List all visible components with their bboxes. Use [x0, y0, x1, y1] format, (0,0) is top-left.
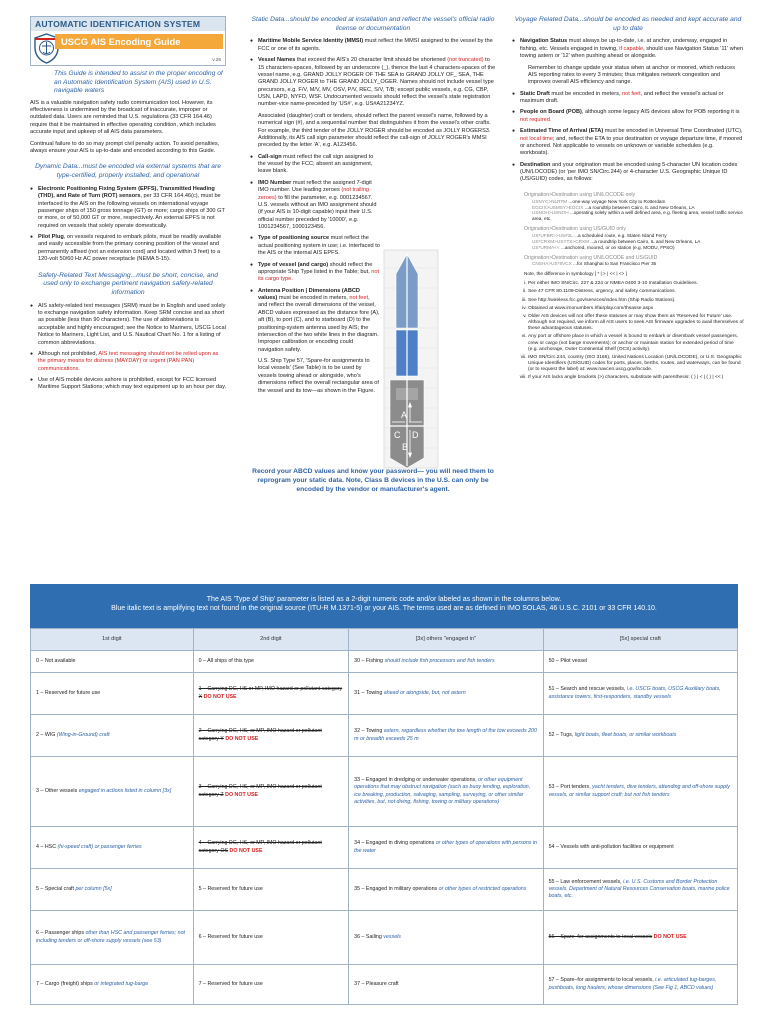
table-header-row: [31, 629, 738, 651]
column-static-data: [250, 16, 496, 493]
ship-type-table-section: [30, 584, 738, 1005]
table-cell: 2 – Carrying DG, HS, or MP, IMO hazard or pollutant category Y DO NOT USE: [193, 715, 349, 757]
table-cell: 57 – Spare–for assignments to local vessels, i.e. articulated tug-barges, pushboats, long haulers, whose dimensions (See Fig 1, ABCD values): [543, 965, 737, 1005]
table-cell: 31 – Towing ahead or alongside, but, not astern: [349, 673, 543, 715]
epfs-item: ● Electronic Positioning Fixing System (EPFS), Transmitted Heading (THD), and Rate of Turn (ROT) sensors, per 33 CFR 164.46(c), must be interfaced to the AIS on the following vessels on international voyage passenger ships of 150 gross tonnage (GT) or more; cargo ships of 300 GT or more, or of 50,000 GT or more, respectively. An external EPFS is not required on vessels that solely operate domestically.: [30, 186, 226, 230]
table-row: [31, 869, 738, 911]
table-cell: 4 – HSC (hi-speed craft) or passenger ferries: [31, 827, 194, 869]
record-abcd-note: Record your ABCD values and know your password— you will need them to reprogram your static data. Note, Class B devices in the U.S. can only be encoded by the vendor or manufacturer's agent.: [252, 468, 494, 493]
table-cell: 52 – Tugs, light boats, fleet boats, or similar workboats: [543, 715, 737, 757]
table-cell: 34 – Engaged in diving operations or other types of operations with persons in the water: [349, 827, 543, 869]
intro-paragraph-1: AIS is a valuable navigation safety radio communication tool. However, its effectiveness is undermined by the broadcast of inaccurate, improper or outdated data. Users are reminded that U.S. regulations (33 CFR 164.46) require that it be maintained in effective operating condition, which includes accurate input and upkeep of all AIS data parameters.: [30, 99, 216, 136]
table-cell: 1 – Reserved for future use: [31, 673, 194, 715]
origin-example-row: US*UFBR>>US#2L ...a scheduled route, e.g. Staten Island Ferry: [532, 233, 667, 238]
footnote: viii. If your AIS lacks angle brackets (>) characters, substitute with parenthesis: ( ) | < | ( ) | << |: [528, 375, 744, 381]
table-row: [31, 757, 738, 827]
abcd-dimension-diagram: [380, 248, 442, 470]
table-cell: 3 – Carrying DG, HS, or MP, IMO hazard or pollutant category Z DO NOT USE: [193, 757, 349, 827]
table-cell: 56 – Spare–for assignments to local vessels DO NOT USE: [543, 911, 737, 965]
footnote: v. Older AIS devices will not offer these statuses or may show them as 'Reserved for Future' use. Although not required, we inform all AIS users to seek AIS firmware upgrades to avail themselves of these advantageous statuses.: [528, 314, 744, 333]
table-cell: 7 – Reserved for future use: [193, 965, 349, 1005]
nav-status-reminder: Remember to change update your status when at anchor or moored, which reduces AIS reporting rates to every 3 minutes; thus mitigates network congestion and improves overall AIS efficiency and range.: [528, 64, 736, 86]
table-cell: 50 – Pilot vessel: [543, 651, 737, 673]
table-cell: 6 – Reserved for future use: [193, 911, 349, 965]
footnote: vii. IMO SN/Circ.244, country (ISO 3166), United Nations Location (UN/LOCODE), or U.S. Geographic Unique Identifiers (US/GUID) codes for ports, places, berths, routes, and waterways, can be found (or to request the label) at: www.navcen.uscg.gov/locode.: [528, 355, 744, 374]
mmsi-item: ● Maritime Mobile Service Identity (MMSI) must reflect the MMSI assigned to the vessel by the FCC or one of its agents.: [250, 38, 496, 53]
table-cell: 36 – Sailing vessels: [349, 911, 543, 965]
nav-status-item: ● Navigation Status must always be up-to-date, i.e. at anchor, underway, engaged in fishing, etc. Vessels engaged in towing, if capable, should use Navigation Status '11' when towing astern or '12' when pushing ahead or alongside.: [512, 38, 744, 60]
symbology-note: Note, the difference in symbology [ * | > | << | <> ]: [524, 271, 627, 277]
srm-header: Safety-Related Text Messaging...must be short, concise, and used only to exchange pertinent navigation safety-related information: [37, 271, 219, 296]
table-subtitle: Blue italic text is amplifying text not found in the original source (ITU-R M.1371-5) or your AIS. The terms used are as defined in IMO SOLAS, 46 U.S.C. 2101 or 33 CFR 140.10.: [111, 605, 657, 613]
table-cell: 4 – Carrying DG, HS, or MP, IMO hazard or pollutant category OS DO NOT USE: [193, 827, 349, 869]
footnote: vi. Any port or offshore place in which a vessel is bound to embark or disembark vessel passengers, crew or cargo (not barge movements); or anchor or maintain station for extended period of time (e.g. anchorage, Outer Continental Shelf (OCS) activity).: [528, 334, 744, 353]
column-intro: [30, 70, 226, 396]
table-heading: [30, 584, 738, 628]
table-cell: 54 – Vessels with anti-pollution facilities or equipment: [543, 827, 737, 869]
footnote: ii. See 47 CFR 80.1109-Distress, urgency, and safety communications.: [528, 289, 744, 295]
table-cell: 37 – Pleasure craft: [349, 965, 543, 1005]
table-cell: 1 – Carrying DG, HS or MP, IMO hazard or pollutant category X DO NOT USE: [193, 673, 349, 715]
origin-example-row: US*CRXM>USYTS>CRXM ...a roundtrip between Cairo, IL and New Orleans, LA: [532, 238, 701, 244]
column-header: [5x] special craft: [543, 629, 737, 651]
origin-example-row: US*URMA<< ...anchored, moored, or on station (e.g. MODU, FPSO): [532, 244, 675, 250]
origin-destination-examples: [524, 192, 744, 277]
origin-example-row: CNSHA>US*8VCX ...for Shanghai to San Francisco Pier 35: [532, 261, 657, 267]
column-header: 1st digit: [31, 629, 194, 651]
ship-type-table: [30, 628, 738, 1005]
positioning-source-item: ● Type of positioning source must reflect the actual positioning system in use; i.e. interfaced to the AIS or the internal AIS EPFS.: [250, 235, 380, 257]
antenna-position-item: ● Antenna Position | Dimensions (ABCD values) must be encoded in meters, not feet, and reflect the overall dimensions of the vessel, ABCD values expressed as the distance fore (A), aft (B), to port (C), and to starboard (D) to the positioning-system antenna used by AIS; the intersection of the two white lines in the diagram. Improper calibration or encoding could navigation safety.: [250, 288, 380, 354]
voyage-data-header: Voyage Related Data...should be encoded as needed and kept accurate and up to date: [514, 16, 742, 32]
mobile-devices-item: ● Use of AIS mobile devices ashore is prohibited, except for FCC licensed Maritime Support Stations; which may text equipment up to an hour per day.: [30, 377, 226, 392]
origin-example-row: USNYC>NLRTM ...one-way voyage New York City to Rotterdam: [532, 198, 666, 204]
table-cell: 3 – Other vessels engaged in actions listed in column [3x]: [31, 757, 194, 827]
table-cell: 33 – Engaged in dredging or underwater operations, or other equipment operations that may obstruct navigation (such as buoy tending, exploration, ice breaking, production, salvaging, sampling, surveying, or other similar activities, but, not diving, fishing, towing or military operations): [349, 757, 543, 827]
table-cell: 7 – Cargo (freight) ships or integrated tug-barge: [31, 965, 194, 1005]
table-row: [31, 715, 738, 757]
srm-prohibited-item: ● Although not prohibited, AIS text messaging should not be relied upon as the primary means for distress (MAYDAY) or urgent (PAN PAN) communications.: [30, 351, 226, 373]
table-title: The AIS 'Type of Ship' parameter is listed as a 2-digit numeric code and/or labeled as shown in the columns below.: [206, 596, 562, 603]
table-cell: 32 – Towing astern, regardless whether the tow length of the tow exceeds 200 m or breadth exceeds 25 m: [349, 715, 543, 757]
table-cell: 2 – WIG (Wing-in-Ground) craft: [31, 715, 194, 757]
guide-intro: This Guide is intended to assist in the proper encoding of an Automatic Identification System (AIS) used in U.S. navigable waters: [54, 70, 223, 95]
origin-heading-usguid: Origination>Destination using US/GUID only: [524, 226, 626, 233]
version-label: v.25: [212, 57, 221, 63]
column-header: [3x] others "engaged in": [349, 629, 543, 651]
footnote: iv. Obtained at www.imonumbers.lrfairplay.com/Ihsasse.aspx: [528, 306, 744, 312]
dynamic-data-header: Dynamic Data...must be encoded via external systems that are type-certified, properly installed, and operational: [35, 163, 221, 180]
associated-craft-text: Associated (daughter) craft or tenders, should reflect the parent vessel's name, followed by a numerical sign (#), and a sequential number that distinguishes it from the vessel's other crafts. For example, the third tender of the JOLLY ROGER should be encoded as JOLLY ROGERS3. Additionally, its AIS call sign parameter should reflect the call-sign of JOLLY ROGER's MMSI preceded by the letter 'A', e.g. A123456.: [258, 112, 491, 149]
table-cell: 5 – Special craft per column [5x]: [31, 869, 194, 911]
table-cell: 53 – Port tenders, yacht tenders, dive tenders, attending and off-shore supply vessels, or similar support craft; but not fish tenders: [543, 757, 737, 827]
system-title: AUTOMATIC IDENTIFICATION SYSTEM: [31, 17, 225, 31]
origin-example-row: EGCIX>USMSY>EGCIX ...a roundtrip between Cairo, IL and New Orleans, LA: [532, 204, 695, 210]
column-header: 2nd digit: [193, 629, 349, 651]
imo-number-item: ● IMO Number must reflect the assigned 7-digit IMO number. Use leading zeroes (not trailing zeroes) to fill the parameter, e.g. 0001234567. U.S. vessels without an IMO assignment should (if your AIS is 10-digit capable) input their U.S. official number preceded by '10000', e.g. 1001234567, 1000123456.: [250, 180, 380, 232]
table-cell: 6 – Passenger ships other than HSC and passenger ferries; not including tenders or off-shore supply vessels (see 53): [31, 911, 194, 965]
table-row: [31, 965, 738, 1005]
static-data-header: Static Data...should be encoded at installation and reflect the vessel's official radio license or documentation: [251, 16, 495, 32]
pob-item: ● People on Board (POB), although some legacy AIS devices allow for POB reporting it is not required.: [512, 109, 744, 124]
table-cell: 35 – Engaged in military operations or other types of restricted operations: [349, 869, 543, 911]
table-cell: 0 – All ships of this type: [193, 651, 349, 673]
table-row: [31, 827, 738, 869]
call-sign-item: ● Call-sign must reflect the call sign assigned to the vessel by the FCC; absent an assignment, leave blank.: [250, 154, 380, 176]
table-cell: 0 – Not available: [31, 651, 194, 673]
static-draft-item: ● Static Draft must be encoded in meters, not feet, and reflect the vessel's actual or maximum draft.: [512, 91, 744, 106]
table-cell: 55 – Law enforcement vessels, i.e. U.S. Customs and Border Protection vessels, Department of Natural Resources Conservation boats, marine police boats, etc.: [543, 869, 737, 911]
dimension-c-label: C: [394, 430, 401, 440]
table-row: [31, 673, 738, 715]
origin-heading-combined: Origination>Destination using UN/LOCODE and US/GUID: [524, 254, 658, 261]
destination-item: ● Destination and your origination must be encoded using 5-character UN location codes (UN/LOCODE) (or 'per IMO SN/Circ.244) or 4-character U.S. Geographic Unique ID (US/GUID) codes, as follows:: [512, 162, 744, 184]
origin-heading-unlocode: Origination>Destination using UN/LOCODE only: [524, 191, 636, 198]
table-cell: 51 – Search and rescue vessels, i.e. USCG boats, USCG Auxiliary boats, assistance towers, first-responders, standby vessels: [543, 673, 737, 715]
dimension-b-label: B: [402, 442, 409, 452]
table-row: [31, 911, 738, 965]
dimension-a-label: A: [401, 410, 408, 420]
guide-title: USCG AIS Encoding Guide: [55, 34, 223, 49]
footnotes: [512, 281, 744, 381]
srm-item: ● AIS safety-related text messages (SRM) must be in English and used solely to exchange navigation safety information. Keep SRM concise and as short as possible (less than 90 characters). The use of abbreviations is acceptable and highly encouraged; see the Notice to Mariners, USCG Local Notice to Mariners, Light List, and U.S. Nautical Chart No. 1 for a listing of common abbreviations.: [30, 303, 226, 347]
eta-item: ● Estimated Time of Arrival (ETA) must be encoded in Universal Time Coordinated (UTC), not local time; and, reflect the ETA to your destination or voyage departure time, if moored or anchored. Not applicable to vessels on unknown or variable schedules (e.g. workboats).: [512, 128, 744, 158]
guide-header: [30, 16, 226, 66]
footnote: i. Per either IMO SN/Circ. 227 & 224 or NMEA 0400 3-10 Installation Guidelines.: [528, 281, 744, 287]
table-row: [31, 651, 738, 673]
table-cell: 30 – Fishing should include fish processors and fish tenders: [349, 651, 543, 673]
dimension-d-label: D: [412, 430, 419, 440]
footnote: iii. See http://wireless.fcc.gov/services/index.htm (Ship Radio Stations).: [528, 298, 744, 304]
vessel-names-item: ● Vessel Names that exceed the AIS's 20 character limit should be shortened (not truncated) to 15 characters-spaces, followed by an underscore (_), thence the last 4 characters-spaces of the vessel name, e.g. GRAND JOLLY ROGER OF THE SEA to GRAND JOLLY OF_ SEA, THE GRAND JOLLY ROGER to THE GRAND JOLLY_OGER. Names should not include vessel type precursors, e.g. F/V, M/V, MV, OSV, P/V, REC, S/V, T/B; except public vessels, e.g. CG, CBP, USN, LAPD, NYFD, WSF. Undocumented vessels should reflect the vessel's state registration number-vice name-preceded by 'US#', e.g. US#A21234YZ.: [250, 57, 496, 109]
table-cell: 5 – Reserved for future use: [193, 869, 349, 911]
pilot-plug-item: ● Pilot Plug, on vessels required to embark pilots, must be readily available and easily accessible from the primary conning position of the vessel and permanently affixed (not an extension cord) and located within 3 feet) to a 120-volt 50/60 Hz AC power receptacle (NEMA 5-15).: [30, 234, 226, 264]
ship-type-57-text: U.S. Ship Type 57, 'Spare-for assignments to local vessels' (See Table) is to be used by vessels towing ahead or alongside, who's dimensions reflect the overall rectangular area of the vessel and its tow—as shown in the Figure.: [258, 358, 379, 394]
vessel-type-item: ● Type of vessel (and cargo) should reflect the appropriate Ship Type listed in the Table; but, not its cargo type.: [250, 262, 380, 284]
intro-paragraph-2: Continual failure to do so may prompt civil penalty action. To avoid penalties, always ensure your AIS is up-to-date and encoded according to this Guide.: [30, 140, 220, 154]
origin-example-row: USNOH>USNOH ...operating solely within a well defined area, e.g. fleeting area, vessel traffic service area, etc.: [532, 210, 743, 222]
table-body: [31, 651, 738, 1005]
column-voyage-data: [512, 16, 744, 384]
